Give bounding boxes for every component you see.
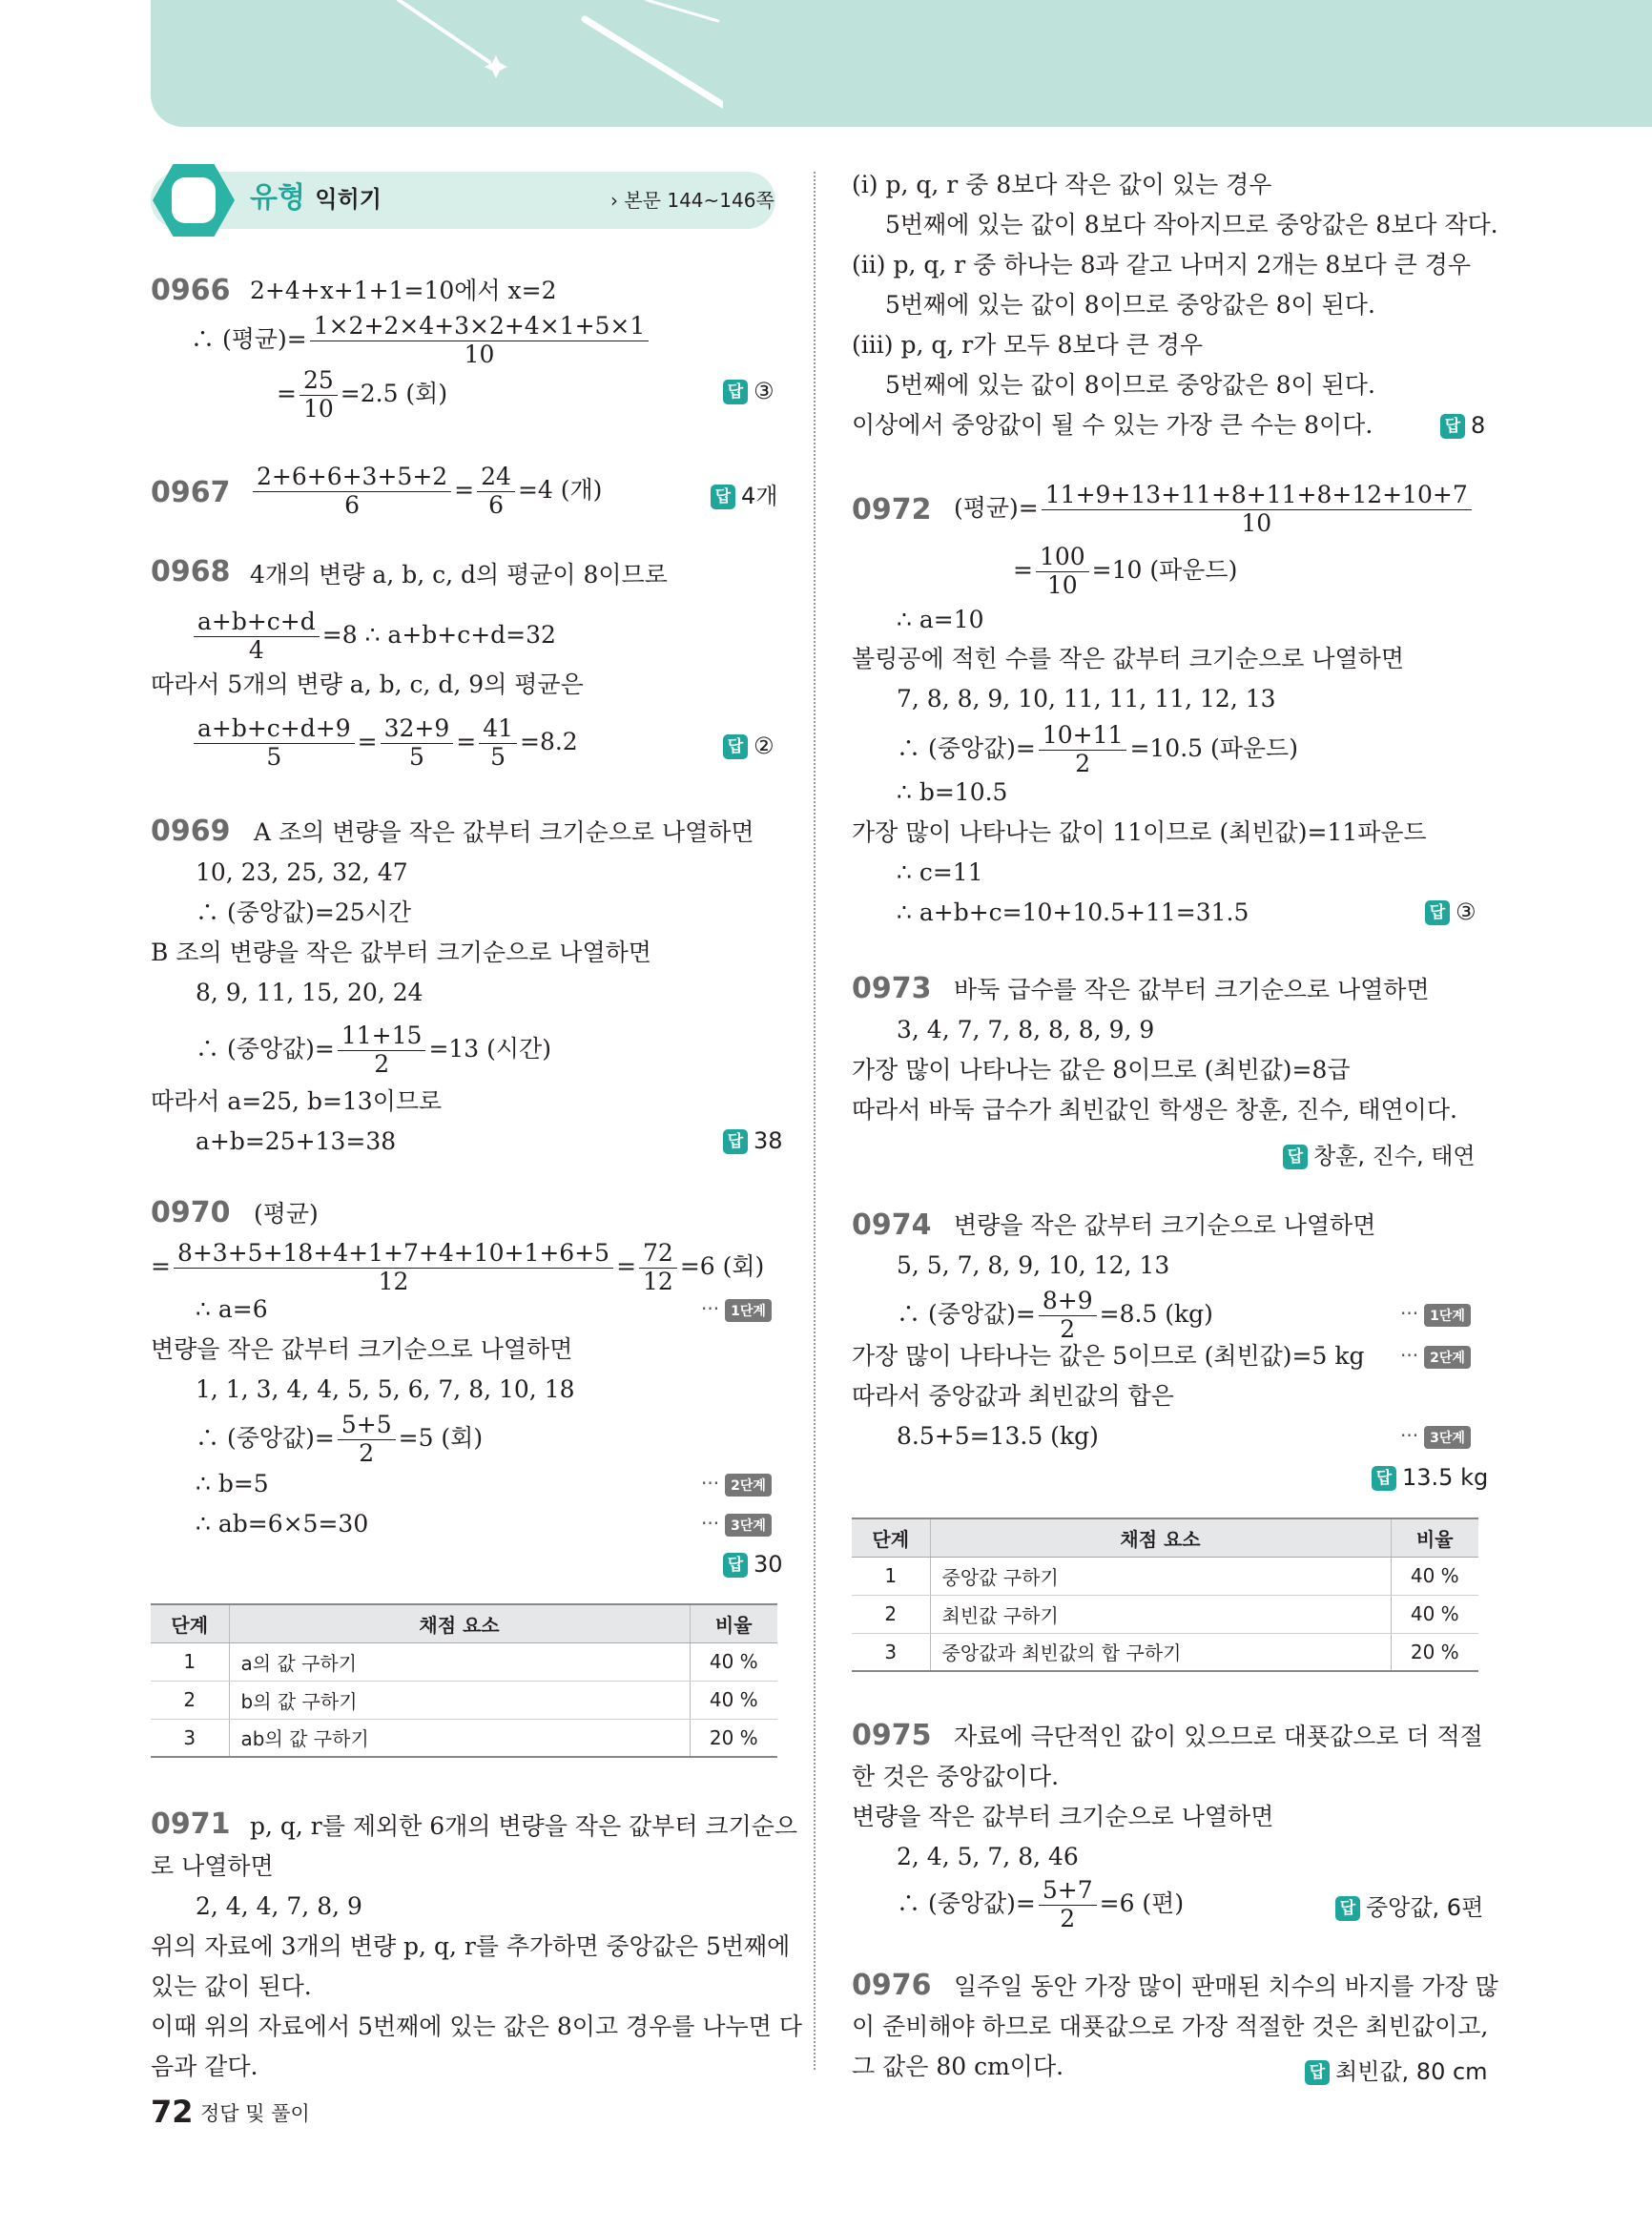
problem-text: 2, 4, 4, 7, 8, 9 bbox=[196, 1892, 362, 1920]
equation: = $\frac{8+3+5+18+4+1+7+4+10+1+6+5}{12}$ = $\frac{72}{12}$ =6 (회) bbox=[151, 1239, 765, 1295]
problem-text: 변량을 작은 값부터 크기순으로 나열하면 bbox=[852, 1803, 1274, 1830]
problem-text: 변량을 작은 값부터 크기순으로 나열하면 bbox=[151, 1335, 573, 1363]
problem-number: 0969 bbox=[151, 815, 231, 848]
grading-table: 단계 채점 요소 비율 1 a의 값 구하기 40 % 2 b의 값 구하기 40 % 3 ab의 값 구하기 20 % bbox=[151, 1603, 777, 1758]
problem-number: 0974 bbox=[852, 1208, 932, 1242]
problem-text: ∴ (중앙값)=25시간 bbox=[196, 898, 411, 926]
sparkle-decoration-icon bbox=[246, 0, 723, 127]
problem-number: 0973 bbox=[852, 972, 932, 1005]
step-marker: ··· 3단계 bbox=[1400, 1424, 1471, 1449]
equation: ∴ (중앙값)= $\frac{10+11}{2}$ =10.5 (파운드) bbox=[897, 721, 1298, 777]
footer-label: 정답 및 풀이 bbox=[200, 2102, 310, 2125]
column-divider bbox=[814, 172, 816, 2070]
step-marker: ··· 1단계 bbox=[1400, 1302, 1471, 1327]
equation: ∴ (평균)= $\frac{1\times 2+2\times 4+3\times 2+4\times 1+5\times 1}{10}$ bbox=[191, 313, 651, 369]
problem-text: 따라서 바둑 급수가 최빈값인 학생은 창훈, 진수, 태연이다. bbox=[852, 1096, 1457, 1124]
equation: $\frac{2+6+6+3+5+2}{6}$ = $\frac{24}{6}$ =4 (개) bbox=[250, 464, 602, 520]
problem-text: A 조의 변량을 작은 값부터 크기순으로 나열하면 bbox=[254, 818, 754, 846]
problem-text: 3, 4, 7, 7, 8, 8, 8, 9, 9 bbox=[897, 1016, 1155, 1043]
problem-text: ∴ b=5 bbox=[196, 1470, 269, 1497]
problem-text: (ⅰ) p, q, r 중 8보다 작은 값이 있는 경우 bbox=[852, 171, 1272, 198]
problem-text: 따라서 중앙값과 최빈값의 합은 bbox=[852, 1382, 1174, 1410]
problem-text: 로 나열하면 bbox=[151, 1852, 274, 1880]
problem-text: ∴ a=6 bbox=[196, 1295, 268, 1323]
problem-text: B 조의 변량을 작은 값부터 크기순으로 나열하면 bbox=[151, 939, 651, 966]
problem-text: 볼링공에 적힌 수를 작은 값부터 크기순으로 나열하면 bbox=[852, 645, 1404, 672]
problem-text: 4개의 변량 a, b, c, d의 평균이 8이므로 bbox=[250, 561, 668, 588]
problem-text: 가장 많이 나타나는 값은 5이므로 (최빈값)=5 kg bbox=[852, 1342, 1365, 1370]
equation: = $\frac{25}{10}$ =2.5 (회) bbox=[277, 366, 448, 423]
problem-text: (ⅲ) p, q, r가 모두 8보다 큰 경우 bbox=[852, 331, 1204, 359]
equation: $\frac{a+b+c+d+9}{5}$ = $\frac{32+9}{5}$ = $\frac{41}{5}$ =8.2 bbox=[191, 715, 578, 772]
top-banner bbox=[151, 0, 1652, 127]
problem-text: (평균) bbox=[254, 1200, 319, 1228]
answer: 답 8 bbox=[1440, 412, 1485, 439]
step-marker: ··· 3단계 bbox=[701, 1512, 772, 1537]
problem-number: 0972 bbox=[852, 493, 932, 527]
problem-text: ∴ a=10 bbox=[897, 606, 984, 633]
problem-text: 변량을 작은 값부터 크기순으로 나열하면 bbox=[954, 1211, 1376, 1239]
problem-text: p, q, r를 제외한 6개의 변량을 작은 값부터 크기순으 bbox=[250, 1812, 798, 1840]
problem-text: ∴ a+b+c=10+10.5+11=31.5 bbox=[897, 898, 1249, 926]
problem-text: 자료에 극단적인 값이 있으므로 대푯값으로 더 적절 bbox=[954, 1723, 1483, 1750]
problem-text: ∴ c=11 bbox=[897, 858, 983, 886]
answer: 답 최빈값, 80 cm bbox=[1305, 2053, 1488, 2086]
answer: 답 38 bbox=[723, 1127, 783, 1154]
equation: ∴ (중앙값)= $\frac{11+15}{2}$ =13 (시간) bbox=[196, 1022, 551, 1078]
answer: 답 ③ bbox=[723, 378, 774, 404]
chevron-right-icon: › bbox=[610, 189, 618, 212]
problem-text: 5번째에 있는 값이 8이므로 중앙값은 8이 된다. bbox=[885, 291, 1375, 319]
problem-text: 2, 4, 5, 7, 8, 46 bbox=[897, 1843, 1079, 1870]
page-number: 72 bbox=[151, 2094, 194, 2130]
answer: 답 ② bbox=[723, 733, 774, 759]
problem-text: 2+4+x+1+1=10에서 x=2 bbox=[250, 277, 557, 304]
problem-number: 0966 bbox=[151, 274, 231, 307]
problem-text: 이 준비해야 하므로 대푯값으로 가장 적절한 것은 최빈값이고, bbox=[852, 2013, 1489, 2040]
step-marker: ··· 1단계 bbox=[701, 1297, 772, 1322]
problem-number: 0976 bbox=[852, 1969, 932, 2002]
section-title: 유형 익히기 bbox=[250, 181, 382, 215]
equation: ∴ (중앙값)= $\frac{8+9}{2}$ =8.5 (kg) bbox=[897, 1287, 1213, 1343]
table-row: 3 ab의 값 구하기 20 % bbox=[151, 1719, 777, 1757]
equation: = $\frac{100}{10}$ =10 (파운드) bbox=[1013, 543, 1238, 599]
problem-number: 0967 bbox=[151, 476, 231, 509]
problem-text: 가장 많이 나타나는 값은 8이므로 (최빈값)=8급 bbox=[852, 1056, 1351, 1084]
answer: 답 13.5 kg bbox=[1372, 1464, 1488, 1491]
table-row: 1 중앙값 구하기 40 % bbox=[852, 1557, 1478, 1595]
problem-number: 0970 bbox=[151, 1196, 231, 1229]
problem-text: 있는 값이 된다. bbox=[151, 1972, 312, 2000]
problem-number: 0968 bbox=[151, 555, 231, 588]
problem-text: 8, 9, 11, 15, 20, 24 bbox=[196, 979, 423, 1006]
problem-text: 따라서 5개의 변량 a, b, c, d, 9의 평균은 bbox=[151, 671, 584, 698]
equation: $\frac{a+b+c+d}{4}$ =8 ∴ a+b+c+d=32 bbox=[191, 609, 556, 665]
problem-text: a+b=25+13=38 bbox=[196, 1127, 397, 1155]
problem-text: 한 것은 중앙값이다. bbox=[852, 1763, 1060, 1790]
problem-text: 이때 위의 자료에서 5번째에 있는 값은 8이고 경우를 나누면 다 bbox=[151, 2013, 802, 2040]
problem-text: 바둑 급수를 작은 값부터 크기순으로 나열하면 bbox=[954, 976, 1430, 1003]
answer: 답 30 bbox=[723, 1551, 783, 1578]
answer: 답 ③ bbox=[1425, 898, 1476, 925]
answer: 답 4개 bbox=[711, 477, 777, 510]
problem-number: 0971 bbox=[151, 1807, 231, 1841]
problem-text: 10, 23, 25, 32, 47 bbox=[196, 858, 408, 886]
problem-text: 8.5+5=13.5 (kg) bbox=[897, 1422, 1099, 1450]
problem-text: 이상에서 중앙값이 될 수 있는 가장 큰 수는 8이다. bbox=[852, 411, 1373, 439]
grading-table: 단계 채점 요소 비율 1 중앙값 구하기 40 % 2 최빈값 구하기 40 % 3 중앙값과 최빈값의 합 구하기 20 % bbox=[852, 1518, 1478, 1672]
equation: ∴ (중앙값)= $\frac{5+5}{2}$ =5 (회) bbox=[196, 1411, 484, 1467]
problem-text: 7, 8, 8, 9, 10, 11, 11, 11, 12, 13 bbox=[897, 685, 1276, 712]
problem-text: 일주일 동안 가장 많이 판매된 치수의 바지를 가장 많 bbox=[954, 1972, 1498, 2000]
table-row: 2 b의 값 구하기 40 % bbox=[151, 1681, 777, 1719]
table-row: 3 중앙값과 최빈값의 합 구하기 20 % bbox=[852, 1633, 1478, 1671]
table-row: 2 최빈값 구하기 40 % bbox=[852, 1595, 1478, 1633]
equation: (평균)= $\frac{11+9+13+11+8+11+8+12+10+7}{10}$ bbox=[954, 482, 1475, 538]
problem-text: 따라서 a=25, b=13이므로 bbox=[151, 1087, 443, 1115]
equation: ∴ (중앙값)= $\frac{5+7}{2}$ =6 (편) bbox=[897, 1876, 1185, 1932]
problem-text: 5번째에 있는 값이 8보다 작아지므로 중앙값은 8보다 작다. bbox=[885, 211, 1498, 238]
problem-text: 위의 자료에 3개의 변량 p, q, r를 추가하면 중앙값은 5번째에 bbox=[151, 1932, 791, 1960]
table-row: 1 a의 값 구하기 40 % bbox=[151, 1642, 777, 1681]
problem-text: 5, 5, 7, 8, 9, 10, 12, 13 bbox=[897, 1251, 1170, 1279]
problem-text: 1, 1, 3, 4, 4, 5, 5, 6, 7, 8, 10, 18 bbox=[196, 1375, 575, 1403]
problem-text: 음과 같다. bbox=[151, 2053, 258, 2080]
step-marker: ··· 2단계 bbox=[1400, 1344, 1471, 1369]
problem-text: 5번째에 있는 값이 8이므로 중앙값은 8이 된다. bbox=[885, 371, 1375, 399]
problem-text: ∴ ab=6×5=30 bbox=[196, 1510, 369, 1538]
problem-text: 그 값은 80 cm이다. bbox=[852, 2053, 1064, 2080]
problem-number: 0975 bbox=[852, 1719, 932, 1752]
page-reference: › 본문 144~146쪽 bbox=[610, 189, 774, 212]
step-marker: ··· 2단계 bbox=[701, 1472, 772, 1497]
problem-text: 가장 많이 나타나는 값이 11이므로 (최빈값)=11파운드 bbox=[852, 818, 1427, 846]
problem-text: (ⅱ) p, q, r 중 하나는 8과 같고 나머지 2개는 8보다 큰 경우 bbox=[852, 251, 1471, 279]
problem-text: ∴ b=10.5 bbox=[897, 778, 1008, 806]
answer: 답 중앙값, 6편 bbox=[1335, 1889, 1483, 1922]
answer: 답 창훈, 진수, 태연 bbox=[1283, 1137, 1476, 1170]
